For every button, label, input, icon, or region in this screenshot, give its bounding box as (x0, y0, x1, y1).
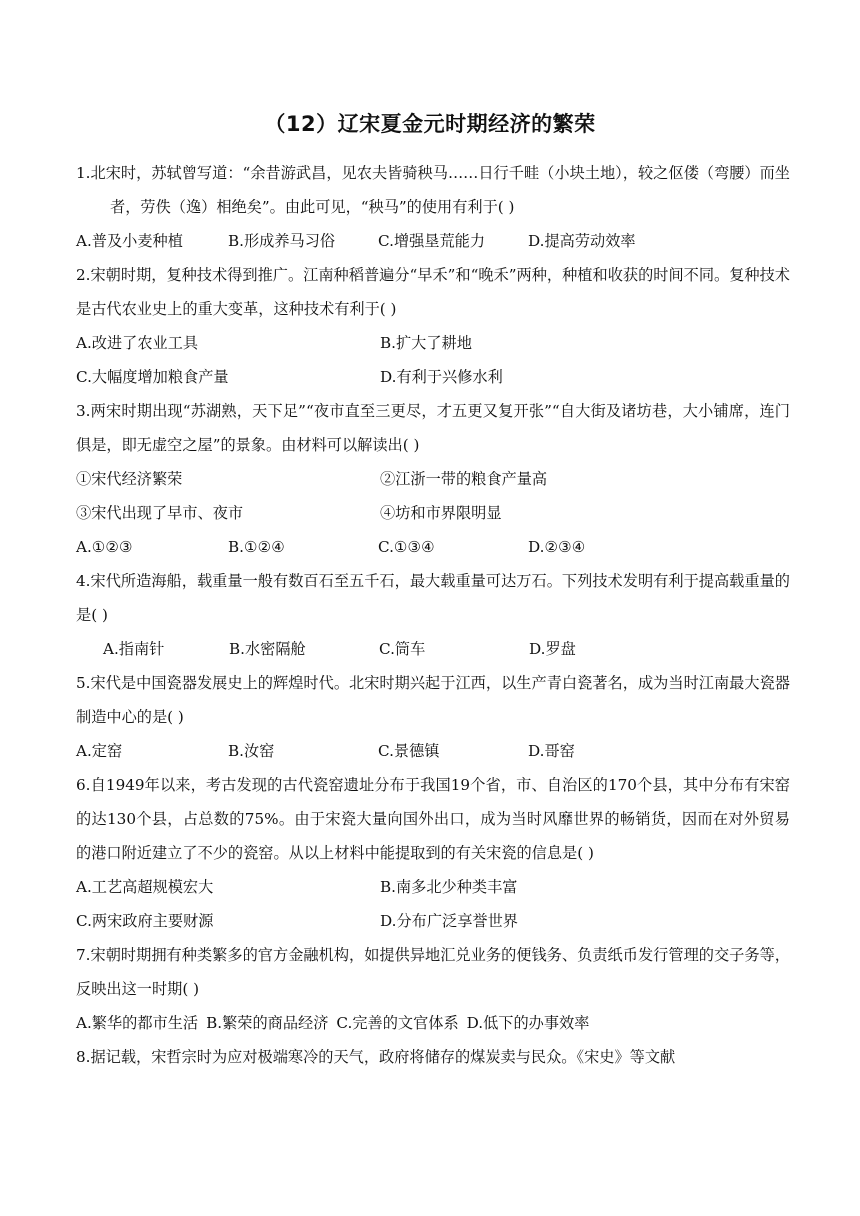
question-3-stem: 3.两宋时期出现“苏湖熟，天下足”“夜市直至三更尽，才五更又复开张”“自大街及诸坊巷，大小铺席，连门俱是，即无虚空之屋”的景象。由材料可以解读出( ) (76, 402, 790, 454)
question-2-options-row-2 (76, 360, 790, 394)
question-6-options-row-1 (76, 870, 790, 904)
question-3-option-d[interactable]: D.②③④ (528, 538, 586, 556)
question-7-option-c[interactable]: C.完善的文官体系 (336, 1014, 459, 1032)
question-3-statement-3: ③宋代出现了早市、夜市 (76, 504, 244, 522)
question-4-option-c[interactable]: C.筒车 (379, 640, 426, 658)
question-6-option-b[interactable]: B.南多北少种类丰富 (380, 878, 518, 896)
question-4-option-b[interactable]: B.水密隔舱 (229, 640, 306, 658)
question-2-option-a[interactable]: A.改进了农业工具 (76, 334, 199, 352)
question-4-option-d[interactable]: D.罗盘 (529, 640, 576, 658)
question-5-option-c[interactable]: C.景德镇 (378, 742, 440, 760)
question-6-option-d[interactable]: D.分布广泛享誉世界 (380, 912, 518, 930)
question-1-option-a[interactable]: A.普及小麦种植 (76, 232, 183, 250)
page-title: （12）辽宋夏金元时期经济的繁荣 (264, 112, 596, 136)
question-7-options (76, 1006, 790, 1040)
question-7-option-b[interactable]: B.繁荣的商品经济 (206, 1014, 329, 1032)
question-list (76, 156, 790, 1074)
question-5-stem: 5.宋代是中国瓷器发展史上的辉煌时代。北宋时期兴起于江西，以生产青白瓷著名，成为当时江南最大瓷器制造中心的是( ) (76, 674, 790, 726)
question-4-options (76, 632, 790, 666)
question-1-option-c[interactable]: C.增强垦荒能力 (378, 232, 486, 250)
question-3-statement-4: ④坊和市界限明显 (380, 504, 502, 522)
question-1-options (76, 224, 790, 258)
question-6-option-c[interactable]: C.两宋政府主要财源 (76, 912, 214, 930)
question-1-option-b[interactable]: B.形成养马习俗 (228, 232, 336, 250)
question-3-statement-2: ②江浙一带的粮食产量高 (380, 470, 548, 488)
question-2-option-d[interactable]: D.有利于兴修水利 (380, 368, 503, 386)
question-3-option-c[interactable]: C.①③④ (378, 538, 435, 556)
question-5-option-b[interactable]: B.汝窑 (228, 742, 275, 760)
question-8-stem: 8.据记载，宋哲宗时为应对极端寒冷的天气，政府将储存的煤炭卖与民众。《宋史》等文献 (76, 1048, 676, 1066)
question-2-option-b[interactable]: B.扩大了耕地 (380, 334, 472, 352)
question-2-stem: 2.宋朝时期，复种技术得到推广。江南种稻普遍分“早禾”和“晚禾”两种，种植和收获的时间不同。复种技术是古代农业史上的重大变革，这种技术有利于( ) (76, 266, 790, 318)
question-4-stem: 4.宋代所造海船，载重量一般有数百石至五千石，最大载重量可达万石。下列技术发明有利于提高载重量的是( ) (76, 572, 790, 624)
question-1-option-d[interactable]: D.提高劳动效率 (528, 232, 636, 250)
question-3-option-b[interactable]: B.①②④ (228, 538, 285, 556)
question-2-options-row-1 (76, 326, 790, 360)
question-1-stem: 1.北宋时，苏轼曾写道：“余昔游武昌，见农夫皆骑秧马……日行千畦（小块土地），较之伛偻（弯腰）而坐者，劳佚（逸）相绝矣”。由此可见，“秧马”的使用有利于( ) (76, 164, 790, 216)
question-5-option-d[interactable]: D.哥窑 (528, 742, 575, 760)
question-3-statements-row-1 (76, 462, 790, 496)
question-3-options (76, 530, 790, 564)
question-3-statement-1: ①宋代经济繁荣 (76, 470, 183, 488)
question-4-option-a[interactable]: A.指南针 (103, 640, 165, 658)
question-5-options (76, 734, 790, 768)
question-6-option-a[interactable]: A.工艺高超规模宏大 (76, 878, 214, 896)
question-3-option-a[interactable]: A.①②③ (76, 538, 133, 556)
question-7-option-d[interactable]: D.低下的办事效率 (466, 1014, 590, 1032)
question-2-option-c[interactable]: C.大幅度增加粮食产量 (76, 368, 229, 386)
question-6-stem: 6.自1949年以来，考古发现的古代瓷窑遗址分布于我国19个省，市、自治区的170个县，其中分布有宋窑的达130个县，占总数的75%。由于宋瓷大量向国外出口，成为当时风靡世界的畅销货，因而在对外贸易的港口附近建立了不少的瓷窑。从以上材料中能提取到的有关宋瓷的信息是( ) (76, 776, 790, 862)
question-7-stem: 7.宋朝时期拥有种类繁多的官方金融机构，如提供异地汇兑业务的便钱务、负责纸币发行管理的交子务等，反映出这一时期( ) (76, 946, 790, 998)
question-5-option-a[interactable]: A.定窑 (76, 742, 123, 760)
question-7-option-a[interactable]: A.繁华的都市生活 (76, 1014, 199, 1032)
question-6-options-row-2 (76, 904, 790, 938)
question-3-statements-row-2 (76, 496, 790, 530)
